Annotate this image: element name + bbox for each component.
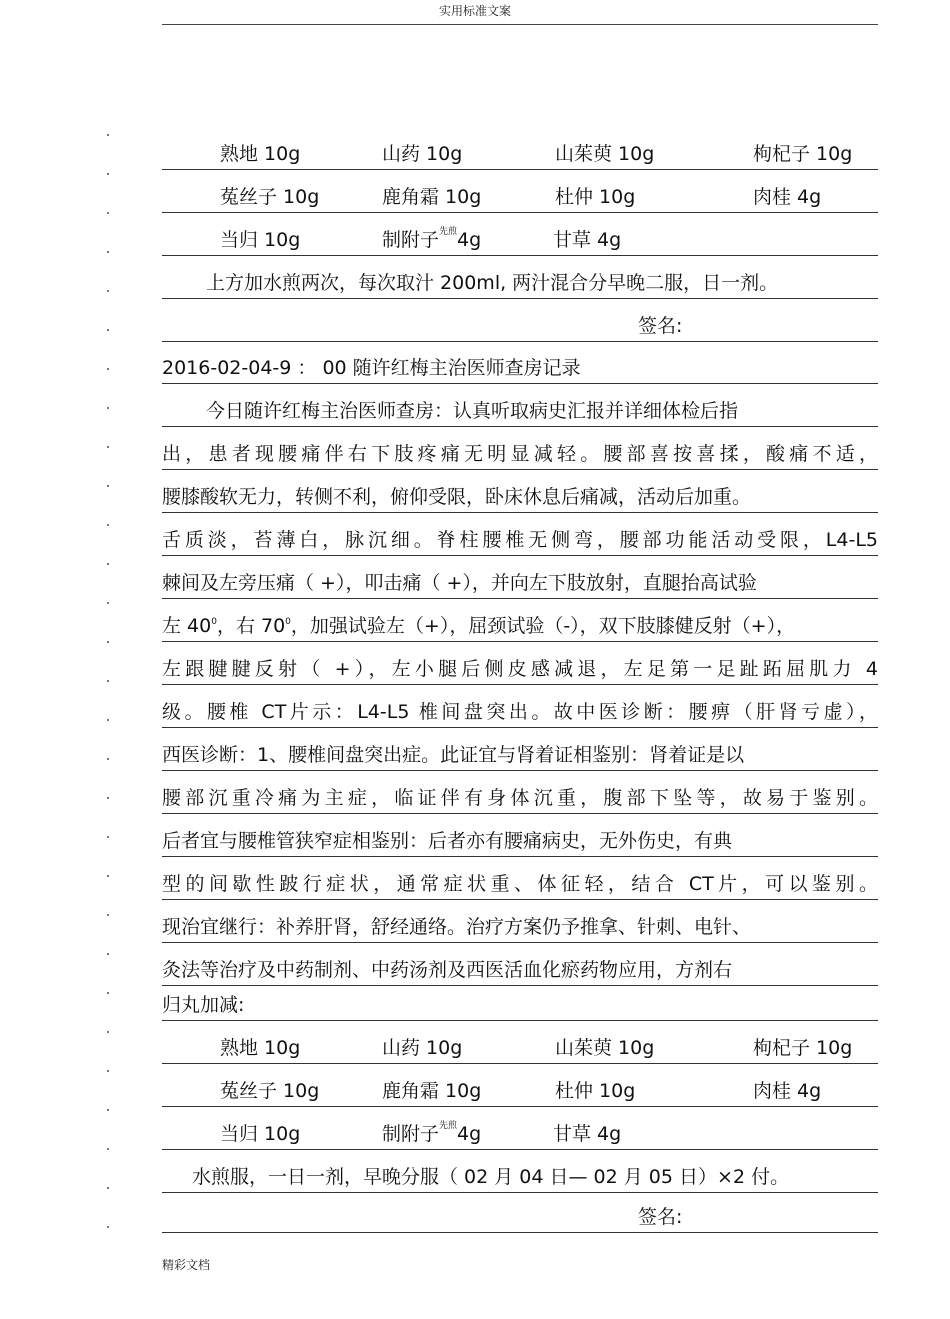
- herb-row-3: [162, 212, 878, 256]
- body-line: 归丸加减:: [162, 977, 878, 1021]
- header-rule: [162, 24, 878, 25]
- page-footer: 精彩文档: [162, 1258, 211, 1272]
- body-line: 腰部沉重冷痛为主症，临证伴有身体沉重，腹部下坠等，故易于鉴别。: [162, 770, 878, 814]
- herb-note: 先煎: [439, 227, 458, 237]
- degree-mark: 0: [211, 617, 217, 627]
- herb-row-3: [162, 1106, 878, 1150]
- signature-line-2: 签名:: [162, 1189, 878, 1233]
- body-line: 现治宜继行：补养肝肾，舒经通络。治疗方案仍予推拿、针刺、电针、: [162, 899, 878, 943]
- herb-item: 菟丝子 10g: [220, 1080, 320, 1102]
- body-line: 型的间歇性跛行症状，通常症状重、体征轻，结合 CT片，可以鉴别。: [162, 856, 878, 900]
- body-line: 舌质淡，苔薄白，脉沉细。脊柱腰椎无侧弯，腰部功能活动受限，L4-L5: [162, 512, 878, 556]
- herb-item: 甘草 4g: [553, 1123, 622, 1145]
- body-line: 灸法等治疗及中药制剂、中药汤剂及西医活血化瘀药物应用，方剂右: [162, 942, 878, 986]
- herb-row-1: [162, 126, 878, 170]
- herb-row-2: [162, 1063, 878, 1107]
- herb-item: 制附子$^{先煎}$4g: [382, 1121, 482, 1145]
- body-line-exam: 左 $40^0$，右 $70^0$，加强试验左（+），屈颈试验（-），双下肢膝健反射（+），: [162, 598, 878, 642]
- record-title: 2016-02-04-9 ： 00 随许红梅主治医师查房记录: [162, 340, 878, 384]
- herb-item: 菟丝子 10g: [220, 186, 320, 208]
- body-line: 后者宜与腰椎管狭窄症相鉴别：后者亦有腰痛病史，无外伤史，有典: [162, 813, 878, 857]
- herb-item: 肉桂 4g: [753, 186, 822, 208]
- herb-item: 制附子$^{先煎}$4g: [382, 227, 482, 251]
- signature-line-1: 签名:: [162, 298, 878, 342]
- herb-item: 山药 10g: [382, 1037, 463, 1059]
- herb-note: 先煎: [439, 1121, 458, 1131]
- decoction-instruction-2: 水煎服，一日一剂，早晚分服（ 02 月 04 日— 02 月 05 日）×2 付。: [162, 1149, 878, 1193]
- herb-item: 山茱萸 10g: [555, 1037, 655, 1059]
- body-line: 棘间及左旁压痛（ +），叩击痛（ +），并向左下肢放射，直腿抬高试验: [162, 555, 878, 599]
- body-line: 出，患者现腰痛伴右下肢疼痛无明显减轻。腰部喜按喜揉，酸痛不适，: [162, 426, 878, 470]
- page-header: 实用标准文案: [438, 4, 511, 18]
- herb-item: 枸杞子 10g: [753, 143, 853, 165]
- herb-row-2: [162, 169, 878, 213]
- herb-item: 杜仲 10g: [555, 186, 636, 208]
- herb-item: 山茱萸 10g: [555, 143, 655, 165]
- herb-item: 杜仲 10g: [555, 1080, 636, 1102]
- body-line: 今日随许红梅主治医师查房：认真听取病史汇报并详细体检后指: [162, 383, 878, 427]
- herb-item: 熟地 10g: [220, 1037, 301, 1059]
- herb-item: 当归 10g: [220, 229, 301, 251]
- body-line: 腰膝酸软无力，转侧不利，俯仰受限，卧床休息后痛减，活动后加重。: [162, 469, 878, 513]
- herb-item: 当归 10g: [220, 1123, 301, 1145]
- herb-item: 鹿角霜 10g: [382, 1080, 482, 1102]
- degree-mark: 0: [285, 617, 291, 627]
- herb-item: 肉桂 4g: [753, 1080, 822, 1102]
- herb-item: 熟地 10g: [220, 143, 301, 165]
- herb-item: 山药 10g: [382, 143, 463, 165]
- herb-item: 甘草 4g: [553, 229, 622, 251]
- body-line: 级。腰椎 CT片示：L4-L5 椎间盘突出。故中医诊断：腰痹（肝肾亏虚），: [162, 684, 878, 728]
- herb-item: 枸杞子 10g: [753, 1037, 853, 1059]
- herb-row-1: [162, 1020, 878, 1064]
- body-line: 西医诊断：1、腰椎间盘突出症。此证宜与肾着证相鉴别：肾着证是以: [162, 727, 878, 771]
- decoction-instruction-1: 上方加水煎两次，每次取汁 200ml, 两汁混合分早晚二服，日一剂。: [162, 255, 878, 299]
- body-line: 左跟腱腱反射（ +），左小腿后侧皮感减退，左足第一足趾跖屈肌力 4: [162, 641, 878, 685]
- herb-item: 鹿角霜 10g: [382, 186, 482, 208]
